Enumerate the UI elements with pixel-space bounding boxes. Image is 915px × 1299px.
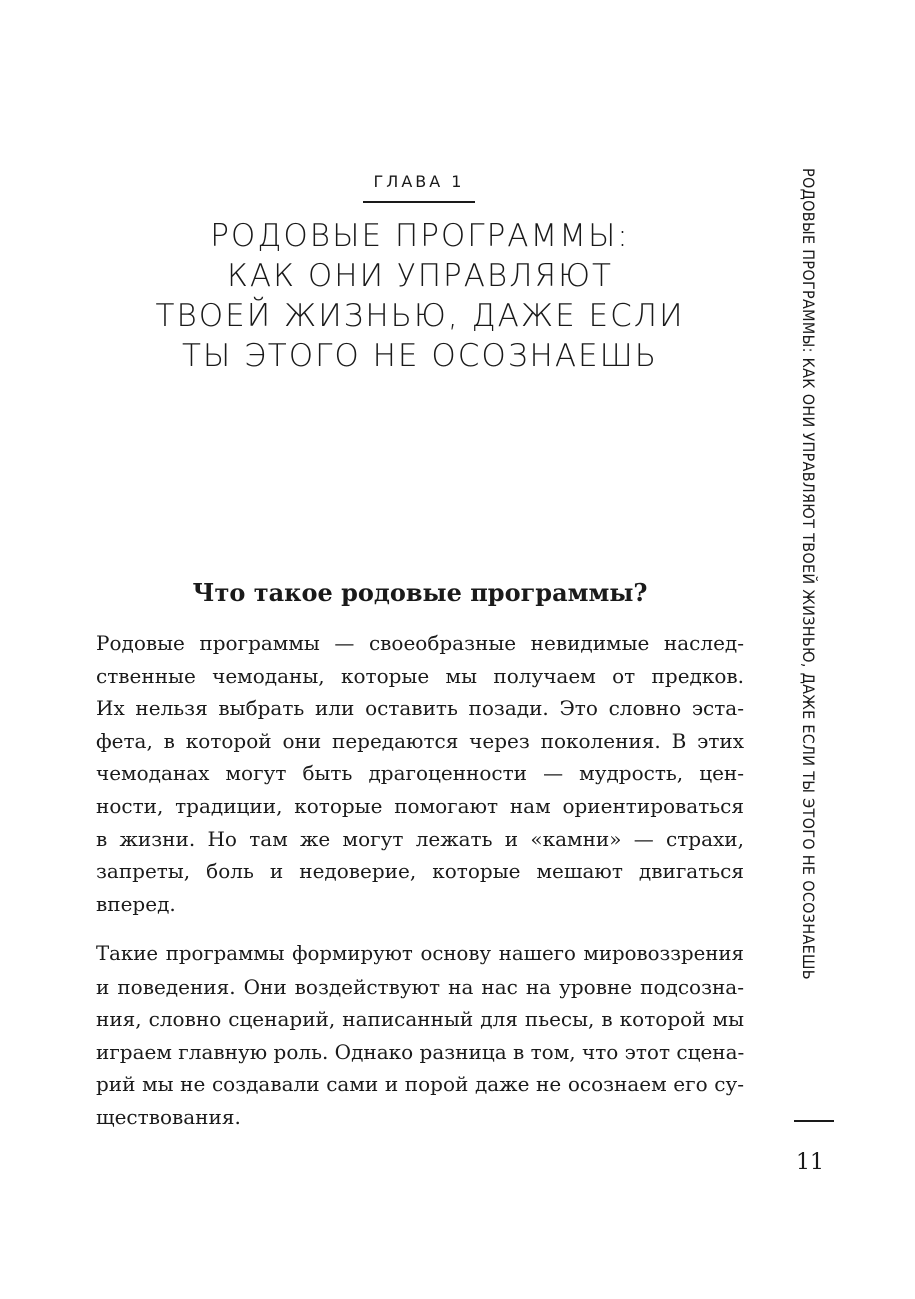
chapter-title-line: ТЫ ЭТОГО НЕ ОСОЗНАЕШЬ: [181, 338, 659, 374]
chapter-title: [100, 216, 740, 376]
paragraph-line: ществования.: [96, 1104, 241, 1129]
running-head-rule: [794, 1120, 834, 1122]
paragraph-line: ственные чемоданы, которые мы получаем от предков.: [96, 663, 744, 688]
paragraph-line: Их нельзя выбрать или оставить позади. Это словно эста-: [96, 696, 744, 721]
paragraph-line: в жизни. Но там же могут лежать и «камни» — страхи,: [96, 826, 744, 851]
paragraph-line: вперед.: [96, 891, 176, 916]
section-heading: Что такое родовые программы?: [192, 578, 648, 607]
paragraph-line: и поведения. Они воздействуют на нас на уровне подсозна-: [96, 974, 744, 999]
paragraph-line: чемоданах могут быть драгоценности — мудрость, цен-: [96, 761, 744, 786]
chapter-title-line: РОДОВЫЕ ПРОГРАММЫ:: [210, 218, 630, 254]
paragraph-line: Такие программы формируют основу нашего мировоззрения: [96, 942, 744, 965]
paragraph-line: рий мы не создавали сами и порой даже не осознаем его су-: [96, 1072, 744, 1097]
body-paragraph-1: [96, 627, 744, 920]
page-number: 11: [796, 1150, 824, 1175]
paragraph-line: Родовые программы — своеобразные невидимые наслед-: [96, 631, 744, 655]
chapter-label: ГЛАВА 1: [373, 172, 465, 191]
paragraph-line: запреты, боль и недоверие, которые мешают двигаться: [96, 859, 744, 884]
chapter-label-underline: [363, 201, 475, 203]
paragraph-line: фета, в которой они передаются через поколения. В этих: [96, 728, 744, 753]
paragraph-line: ния, словно сценарий, написанный для пьесы, в которой мы: [96, 1007, 744, 1032]
running-head: РОДОВЫЕ ПРОГРАММЫ: КАК ОНИ УПРАВЛЯЮТ ТВОЕЙ ЖИЗНЬЮ, ДАЖЕ ЕСЛИ ТЫ ЭТОГО НЕ ОСОЗНАЕШЬ: [799, 168, 818, 980]
chapter-title-line: ТВОЕЙ ЖИЗНЬЮ, ДАЖЕ ЕСЛИ: [155, 298, 685, 334]
body-paragraph-2: [96, 938, 744, 1134]
chapter-title-line: КАК ОНИ УПРАВЛЯЮТ: [227, 258, 613, 294]
paragraph-line: играем главную роль. Однако разница в том, что этот сцена-: [96, 1039, 745, 1064]
paragraph-line: ности, традиции, которые помогают нам ориентироваться: [96, 793, 744, 818]
